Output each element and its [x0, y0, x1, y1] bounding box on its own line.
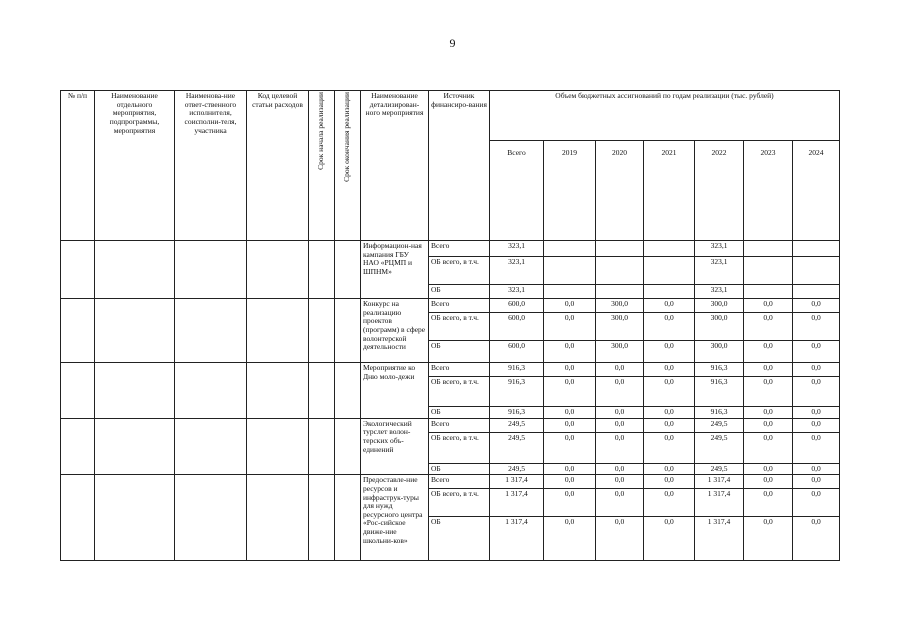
header-year: 2021 [644, 141, 695, 241]
funding-source-cell: ОБ [429, 285, 490, 299]
header-year: 2022 [695, 141, 744, 241]
detailed-event-name: Конкурс на реализацию проектов (программ) в сфере волонтерской деятельности [361, 299, 429, 363]
empty-cell [247, 363, 309, 419]
year-value-cell [544, 285, 596, 299]
detailed-event-name: Мероприятие ко Дню моло-дежи [361, 363, 429, 419]
empty-cell [335, 475, 361, 561]
year-value-cell [596, 257, 644, 285]
table-row [61, 241, 840, 257]
year-value-cell [596, 241, 644, 257]
funding-source-cell: ОБ всего, в т.ч. [429, 432, 490, 463]
funding-source-cell: Всего [429, 241, 490, 257]
header-start-term: Срок начала реализации [309, 91, 335, 241]
total-value-cell: 916,3 [490, 363, 544, 377]
year-value-cell: 0,0 [644, 432, 695, 463]
empty-cell [335, 418, 361, 475]
year-value-cell: 300,0 [596, 341, 644, 363]
funding-source-cell: ОБ [429, 407, 490, 419]
year-value-cell: 0,0 [544, 463, 596, 475]
empty-cell [175, 475, 247, 561]
year-value-cell: 0,0 [544, 377, 596, 407]
year-value-cell: 0,0 [644, 489, 695, 517]
year-value-cell [793, 257, 840, 285]
year-value-cell: 300,0 [695, 313, 744, 341]
year-value-cell: 0,0 [793, 313, 840, 341]
budget-table [60, 90, 840, 561]
empty-cell [335, 299, 361, 363]
year-value-cell: 300,0 [596, 299, 644, 313]
year-value-cell: 323,1 [695, 257, 744, 285]
funding-source-cell: Всего [429, 299, 490, 313]
year-value-cell: 0,0 [644, 475, 695, 489]
empty-cell [95, 241, 175, 299]
year-value-cell: 0,0 [744, 407, 793, 419]
funding-source-cell: Всего [429, 363, 490, 377]
year-value-cell: 0,0 [744, 377, 793, 407]
year-value-cell: 0,0 [744, 313, 793, 341]
year-value-cell: 0,0 [793, 475, 840, 489]
empty-cell [247, 475, 309, 561]
year-value-cell: 0,0 [644, 313, 695, 341]
year-value-cell: 0,0 [793, 489, 840, 517]
empty-cell [61, 363, 95, 419]
year-value-cell: 1 317,4 [695, 517, 744, 561]
year-value-cell: 0,0 [544, 363, 596, 377]
header-year: 2023 [744, 141, 793, 241]
year-value-cell: 0,0 [544, 475, 596, 489]
total-value-cell: 1 317,4 [490, 517, 544, 561]
year-value-cell: 1 317,4 [695, 475, 744, 489]
header-target-code: Код целевой статьи расходов [247, 91, 309, 241]
year-value-cell: 1 317,4 [695, 489, 744, 517]
empty-cell [335, 241, 361, 299]
total-value-cell: 600,0 [490, 341, 544, 363]
empty-cell [309, 475, 335, 561]
year-value-cell: 0,0 [544, 313, 596, 341]
year-value-cell: 0,0 [744, 363, 793, 377]
header-year: 2024 [793, 141, 840, 241]
year-value-cell [744, 257, 793, 285]
year-value-cell: 0,0 [644, 377, 695, 407]
year-value-cell [744, 241, 793, 257]
year-value-cell: 0,0 [544, 418, 596, 432]
year-value-cell [544, 257, 596, 285]
year-value-cell: 249,5 [695, 432, 744, 463]
empty-cell [309, 418, 335, 475]
table-row [61, 475, 840, 489]
total-value-cell: 323,1 [490, 285, 544, 299]
header-year: 2019 [544, 141, 596, 241]
year-value-cell: 0,0 [744, 475, 793, 489]
total-value-cell: 1 317,4 [490, 489, 544, 517]
total-value-cell: 249,5 [490, 418, 544, 432]
year-value-cell [744, 285, 793, 299]
year-value-cell: 0,0 [793, 363, 840, 377]
funding-source-cell: ОБ всего, в т.ч. [429, 489, 490, 517]
empty-cell [95, 418, 175, 475]
year-value-cell: 0,0 [596, 475, 644, 489]
year-value-cell: 0,0 [793, 407, 840, 419]
empty-cell [95, 299, 175, 363]
header-num: № п/п [61, 91, 95, 241]
year-value-cell: 323,1 [695, 285, 744, 299]
detailed-event-name: Информацион-ная кампания ГБУ НАО «РЦМП и ШПНМ» [361, 241, 429, 299]
empty-cell [175, 241, 247, 299]
year-value-cell: 0,0 [644, 517, 695, 561]
year-value-cell [793, 285, 840, 299]
year-value-cell: 0,0 [644, 418, 695, 432]
empty-cell [247, 299, 309, 363]
table-row [61, 299, 840, 313]
empty-cell [175, 418, 247, 475]
funding-source-cell: Всего [429, 475, 490, 489]
year-value-cell [644, 241, 695, 257]
year-value-cell: 0,0 [793, 432, 840, 463]
year-value-cell: 0,0 [596, 432, 644, 463]
year-value-cell: 249,5 [695, 418, 744, 432]
year-value-cell: 0,0 [596, 407, 644, 419]
detailed-event-name: Экологический турслет волон-терских объ-единений [361, 418, 429, 475]
total-value-cell: 249,5 [490, 463, 544, 475]
year-value-cell: 0,0 [744, 299, 793, 313]
header-year: 2020 [596, 141, 644, 241]
empty-cell [309, 241, 335, 299]
header-executor: Наименова-ние ответ-ственного исполнителя, соисполни-теля, участника [175, 91, 247, 241]
total-value-cell: 600,0 [490, 313, 544, 341]
year-value-cell: 0,0 [744, 517, 793, 561]
empty-cell [247, 241, 309, 299]
year-value-cell: 0,0 [793, 299, 840, 313]
year-value-cell: 0,0 [596, 489, 644, 517]
funding-source-cell: ОБ всего, в т.ч. [429, 313, 490, 341]
empty-cell [309, 363, 335, 419]
funding-source-cell: ОБ [429, 341, 490, 363]
header-budget-volume: Объем бюджетных ассигнований по годам реализации (тыс. рублей) [490, 91, 840, 141]
total-value-cell: 323,1 [490, 241, 544, 257]
year-value-cell: 0,0 [744, 489, 793, 517]
year-value-cell: 0,0 [644, 341, 695, 363]
year-value-cell: 323,1 [695, 241, 744, 257]
funding-source-cell: ОБ всего, в т.ч. [429, 377, 490, 407]
year-value-cell: 0,0 [744, 432, 793, 463]
year-value-cell: 0,0 [793, 341, 840, 363]
year-value-cell: 0,0 [544, 489, 596, 517]
total-value-cell: 916,3 [490, 377, 544, 407]
empty-cell [175, 363, 247, 419]
year-value-cell: 0,0 [793, 418, 840, 432]
year-value-cell: 0,0 [544, 432, 596, 463]
year-value-cell: 0,0 [544, 341, 596, 363]
year-value-cell: 0,0 [596, 418, 644, 432]
empty-cell [95, 363, 175, 419]
detailed-event-name: Предоставле-ние ресурсов и инфраструк-туры для нужд ресурсного центра «Рос-сийское движе-ние школьни-ков» [361, 475, 429, 561]
year-value-cell [544, 241, 596, 257]
funding-source-cell: Всего [429, 418, 490, 432]
funding-source-cell: ОБ [429, 517, 490, 561]
year-value-cell: 0,0 [544, 517, 596, 561]
empty-cell [61, 299, 95, 363]
year-value-cell: 300,0 [695, 299, 744, 313]
empty-cell [335, 363, 361, 419]
table-row [61, 363, 840, 377]
year-value-cell: 0,0 [744, 341, 793, 363]
year-value-cell: 0,0 [544, 299, 596, 313]
year-value-cell: 0,0 [793, 517, 840, 561]
table-row [61, 418, 840, 432]
funding-source-cell: ОБ всего, в т.ч. [429, 257, 490, 285]
year-value-cell [793, 241, 840, 257]
year-value-cell: 0,0 [544, 407, 596, 419]
empty-cell [61, 418, 95, 475]
funding-source-cell: ОБ [429, 463, 490, 475]
total-value-cell: 323,1 [490, 257, 544, 285]
year-value-cell: 0,0 [793, 377, 840, 407]
year-value-cell: 0,0 [596, 517, 644, 561]
year-value-cell: 0,0 [644, 363, 695, 377]
year-value-cell: 0,0 [644, 407, 695, 419]
year-value-cell: 916,3 [695, 377, 744, 407]
total-value-cell: 600,0 [490, 299, 544, 313]
year-value-cell: 0,0 [596, 363, 644, 377]
header-end-term: Срок окончания реализации [335, 91, 361, 241]
year-value-cell: 249,5 [695, 463, 744, 475]
header-total: Всего [490, 141, 544, 241]
total-value-cell: 916,3 [490, 407, 544, 419]
header-detailed-event: Наименование детализирован-ного мероприятия [361, 91, 429, 241]
year-value-cell: 0,0 [744, 418, 793, 432]
year-value-cell: 916,3 [695, 407, 744, 419]
year-value-cell: 916,3 [695, 363, 744, 377]
header-event-name: Наименование отдельного мероприятия, подпрограммы, мероприятия [95, 91, 175, 241]
year-value-cell: 0,0 [596, 463, 644, 475]
year-value-cell: 0,0 [793, 463, 840, 475]
page-number: 9 [449, 36, 456, 50]
year-value-cell [644, 257, 695, 285]
total-value-cell: 249,5 [490, 432, 544, 463]
year-value-cell: 0,0 [596, 377, 644, 407]
year-value-cell: 300,0 [596, 313, 644, 341]
empty-cell [61, 475, 95, 561]
empty-cell [95, 475, 175, 561]
year-value-cell [644, 285, 695, 299]
empty-cell [309, 299, 335, 363]
year-value-cell: 0,0 [644, 299, 695, 313]
header-funding-source: Источник финансиро-вания [429, 91, 490, 241]
total-value-cell: 1 317,4 [490, 475, 544, 489]
year-value-cell [596, 285, 644, 299]
year-value-cell: 300,0 [695, 341, 744, 363]
empty-cell [175, 299, 247, 363]
empty-cell [61, 241, 95, 299]
year-value-cell: 0,0 [644, 463, 695, 475]
empty-cell [247, 418, 309, 475]
year-value-cell: 0,0 [744, 463, 793, 475]
